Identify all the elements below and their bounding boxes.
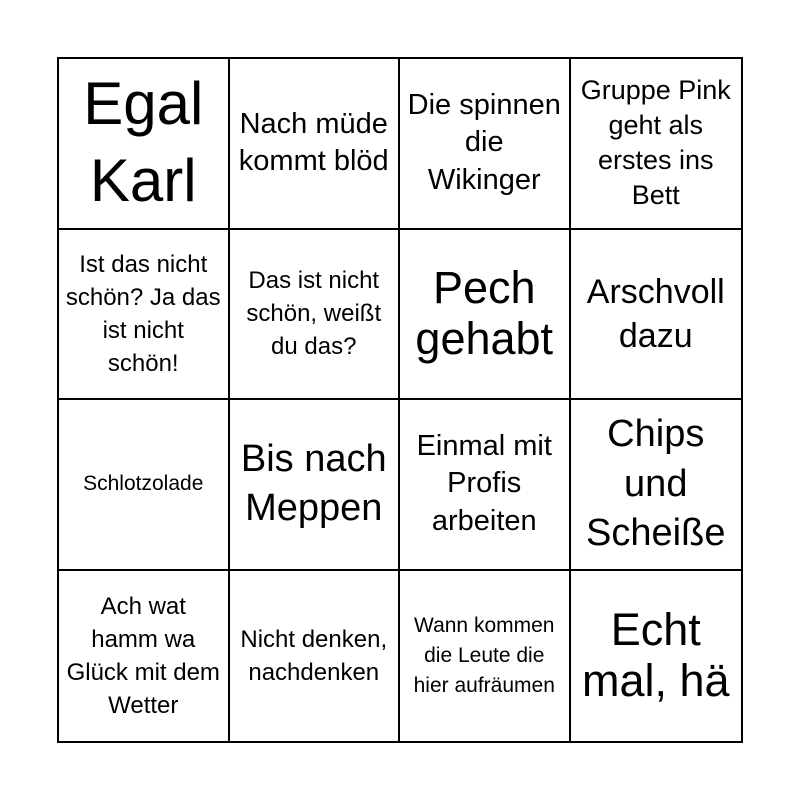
bingo-cell-text: Arschvoll dazu <box>586 272 725 355</box>
bingo-cell-text: Echt mal, hä <box>581 604 730 706</box>
bingo-cell[interactable] <box>400 59 571 230</box>
bingo-cell-text: Gruppe Pink geht als erstes ins Bett <box>580 75 731 211</box>
bingo-cell-text: Chips und Scheiße <box>586 413 726 554</box>
bingo-cell[interactable] <box>59 59 230 230</box>
bingo-cell-text: Nach müde kommt blöd <box>238 107 389 178</box>
bingo-cell[interactable] <box>571 571 742 742</box>
bingo-cell-text: Ist das nicht schön? Ja das ist nicht schön! <box>65 250 221 377</box>
bingo-cell-text: Ach wat hamm wa Glück mit dem Wetter <box>66 592 220 719</box>
bingo-cell-text: Wann kommen die Leute die hier aufräumen <box>413 614 555 697</box>
bingo-cell[interactable] <box>571 59 742 230</box>
bingo-cell[interactable] <box>400 400 571 571</box>
bingo-cell-text: Bis nach Meppen <box>240 437 387 530</box>
bingo-cell-text: Einmal mit Profis arbeiten <box>416 429 552 538</box>
bingo-cell-text: Schlotzolade <box>83 472 204 496</box>
bingo-cell[interactable] <box>400 230 571 401</box>
bingo-cell[interactable] <box>230 400 401 571</box>
bingo-cell-text: Das ist nicht schön, weißt du das? <box>246 267 382 361</box>
bingo-cell[interactable] <box>400 571 571 742</box>
bingo-cell[interactable] <box>571 400 742 571</box>
bingo-cell[interactable] <box>59 400 230 571</box>
bingo-cell[interactable] <box>230 59 401 230</box>
bingo-cell-text: Pech gehabt <box>415 262 554 364</box>
bingo-cell-text: Nicht denken, nachdenken <box>240 625 388 686</box>
bingo-cell[interactable] <box>230 230 401 401</box>
bingo-board <box>57 57 743 743</box>
bingo-cell-text: Die spinnen die Wikinger <box>407 88 561 197</box>
bingo-cell-text: Egal Karl <box>83 70 204 215</box>
bingo-cell[interactable] <box>59 230 230 401</box>
bingo-cell[interactable] <box>230 571 401 742</box>
bingo-cell[interactable] <box>59 571 230 742</box>
bingo-cell[interactable] <box>571 230 742 401</box>
